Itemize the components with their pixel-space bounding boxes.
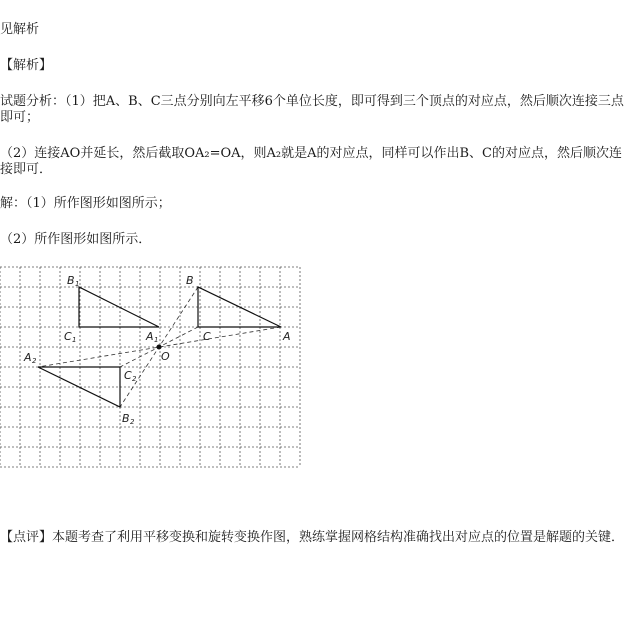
label-a2: A [24, 351, 32, 364]
label-b: B [186, 274, 194, 287]
answer-text: 见解析 [0, 22, 40, 37]
triangle-a1b1c1 [79, 287, 159, 327]
analysis-paragraph-2: （2）连接AO并延长，然后截取OA₂=OA，则A₂就是A的对应点，同样可以作出B、C的对应点，然后顺次连接即可． [0, 146, 623, 177]
label-b2: B [122, 412, 130, 425]
comment-paragraph: 【点评】本题考查了利用平移变换和旋转变换作图，熟练掌握网格结构准确找出对应点的位置是解题的关键． [0, 530, 625, 545]
analysis-paragraph-1: 试题分析：（1）把A、B、C三点分别向左平移6个单位长度，即可得到三个顶点的对应点，然后顺次连接三点即可； [0, 94, 624, 125]
geometry-figure [0, 265, 302, 469]
label-b1: B [67, 274, 75, 287]
label-a2-sub: 2 [32, 357, 37, 365]
point-o [157, 345, 162, 350]
label-c: C [203, 330, 211, 343]
label-c2: C [124, 369, 132, 382]
label-b2-sub: 2 [130, 418, 135, 426]
label-c2-sub: 2 [132, 375, 137, 383]
label-c1: C [64, 330, 72, 343]
solution-part-1: 解：（1）所作图形如图所示； [0, 196, 171, 211]
analysis-heading: 【解析】 [0, 58, 53, 73]
solution-part-2: （2）所作图形如图所示． [0, 232, 152, 247]
label-a: A [283, 330, 291, 343]
label-o: O [161, 350, 170, 363]
label-a1: A [146, 330, 154, 343]
label-c1-sub: 1 [72, 336, 77, 344]
label-b1-sub: 1 [75, 280, 80, 288]
label-a1-sub: 1 [154, 336, 159, 344]
triangle-a2b2c2 [38, 367, 120, 407]
